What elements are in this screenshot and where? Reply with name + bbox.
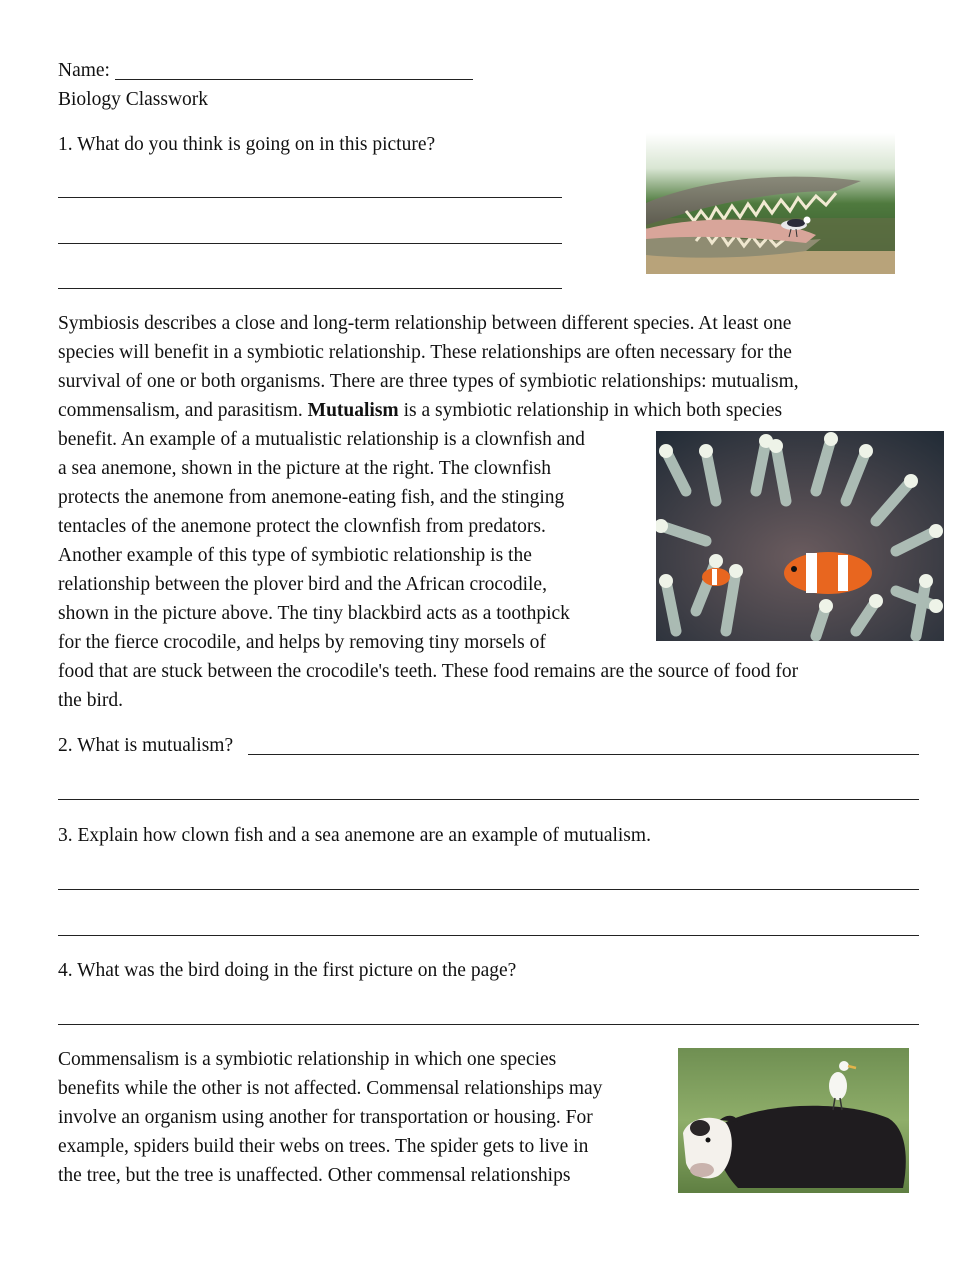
question-1: 1. What do you think is going on in this picture? — [58, 134, 436, 155]
intro-text-segment: commensalism, and parasitism. — [58, 400, 308, 421]
question-3: 3. Explain how clown fish and a sea anemone are an example of mutualism. — [58, 825, 651, 846]
q2-answer-line-2[interactable] — [58, 799, 919, 800]
commensalism-text-line: involve an organism using another for transportation or housing. For — [58, 1107, 593, 1128]
q1-answer-line-3[interactable] — [58, 288, 562, 289]
q1-answer-line-2[interactable] — [58, 243, 562, 244]
intro-text-line: the bird. — [58, 690, 123, 711]
cow-egret-photo — [678, 1048, 909, 1193]
commensalism-text-line: example, spiders build their webs on trees. The spider gets to live in — [58, 1136, 589, 1157]
intro-text-line — [58, 396, 782, 425]
commensalism-text-line: benefits while the other is not affected. Commensal relationships may — [58, 1078, 603, 1099]
question-2: 2. What is mutualism? — [58, 735, 234, 756]
intro-text-line: relationship between the plover bird and the African crocodile, — [58, 574, 547, 595]
q4-answer-line[interactable] — [58, 1024, 919, 1025]
q2-answer-line-1[interactable] — [248, 754, 919, 755]
q3-answer-line-2[interactable] — [58, 935, 919, 936]
intro-text-line: Symbiosis describes a close and long-term relationship between different species. At least one — [58, 313, 792, 334]
page-title: Biology Classwork — [58, 89, 209, 110]
intro-text-line: Another example of this type of symbiotic relationship is the — [58, 545, 532, 566]
crocodile-photo — [646, 133, 895, 274]
intro-text-line: tentacles of the anemone protect the clownfish from predators. — [58, 516, 546, 537]
q1-answer-line-1[interactable] — [58, 197, 562, 198]
intro-text-line: protects the anemone from anemone-eating fish, and the stinging — [58, 487, 565, 508]
mutualism-term: Mutualism — [307, 400, 399, 421]
intro-text-line: shown in the picture above. The tiny blackbird acts as a toothpick — [58, 603, 570, 624]
clownfish-photo — [656, 431, 944, 641]
intro-text-line: for the fierce crocodile, and helps by removing tiny morsels of — [58, 632, 546, 653]
intro-text-line: benefit. An example of a mutualistic relationship is a clownfish and — [58, 429, 585, 450]
intro-text-line: a sea anemone, shown in the picture at the right. The clownfish — [58, 458, 551, 479]
intro-text-segment: is a symbiotic relationship in which both species — [398, 400, 783, 421]
commensalism-text-line: the tree, but the tree is unaffected. Other commensal relationships — [58, 1165, 571, 1186]
name-answer-line[interactable] — [115, 79, 473, 80]
commensalism-text-line: Commensalism is a symbiotic relationship in which one species — [58, 1049, 557, 1070]
intro-text-line: food that are stuck between the crocodile's teeth. These food remains are the source of food for — [58, 661, 799, 682]
name-label: Name: — [58, 60, 110, 81]
intro-text-line: species will benefit in a symbiotic relationship. These relationships are often necessary for the — [58, 342, 792, 363]
intro-text-line: survival of one or both organisms. There are three types of symbiotic relationships: mutualism, — [58, 371, 799, 392]
q3-answer-line-1[interactable] — [58, 889, 919, 890]
question-4: 4. What was the bird doing in the first picture on the page? — [58, 960, 517, 981]
